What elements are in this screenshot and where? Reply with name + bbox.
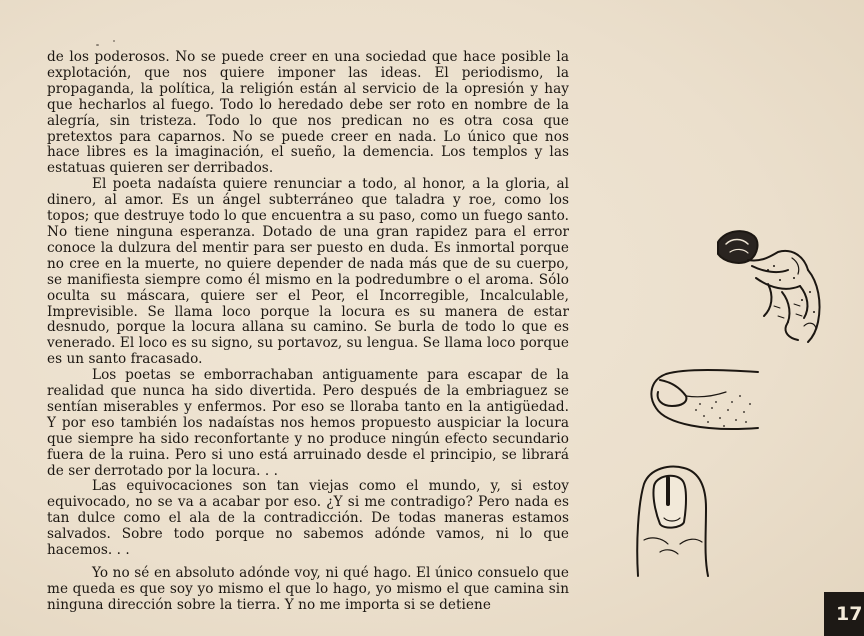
paper-speck — [113, 40, 115, 42]
paragraph-2: El poeta nadaísta quiere renunciar a todo, al honor, a la gloria, al dinero, al amor. Es un ángel subterráneo que taladra y roe, como los topos; que destruye todo lo que encuentra a su paso, como un fuego santo. No tiene ninguna esperanza. Dotado de una gran rapidez para el error conoce la dulzura del mentir para ser puesto en duda. Es inmortal porque no cree en la muerte, no quiere depender de nada más que de su cuerpo, se manifiesta siempre como él mismo en la podredumbre o el aroma. Sólo oculta su máscara, quiere ser el Peor, el Incorregible, Incalculable, Imprevisible. Se llama loco porque la locura es su manera de estar desnudo, porque la locura allana su camino. Se burla de todo lo que es venerado. El loco es su signo, su portavoz, su lengua. Se llama loco porque es un santo fracasado. — [47, 176, 569, 368]
body-text — [47, 50, 569, 614]
paragraph-4: Las equivocaciones son tan viejas como el mundo, y, si estoy equivocado, no se va a acabar por eso. ¿Y si me contradigo? Pero nada es tan dulce como el ala de la contradicción. De todas maneras estamos salvados. Sobre todo porque no sabemos adónde vamos, ni lo que hacemos. . . — [47, 478, 569, 559]
paragraph-5: Yo no sé en absoluto adónde voy, ni qué hago. El único consuelo que me queda es que soy yo mismo el que lo hago, yo mismo el que camina sin ninguna dirección sobre la tierra. Y no me importa si se detiene — [47, 565, 569, 613]
paragraph-1: de los poderosos. No se puede creer en una sociedad que hace posible la explotación, que nos quiere imponer las ideas. El periodismo, la propaganda, la política, la religión están al servicio de la opresión y hay que hecharlos al fuego. Todo lo heredado debe ser roto en nombre de la alegría, sin tristeza. Todo lo que nos predican no es otra cosa que pretextos para caparnos. No se puede creer en nada. Lo único que nos hace libres es la imaginación, el sueño, la demencia. Los templos y las estatuas quieren ser derribados. — [47, 49, 569, 177]
paper-speck — [96, 44, 99, 46]
thumb-with-nail-icon — [634, 464, 714, 578]
paragraph-3: Los poetas se emborrachaban antiguamente para escapar de la realidad que nunca ha sido divertida. Pero después de la embriaguez se sentían miserables y enfermos. Por eso se lloraba tanto en la antigüedad. Y por eso también los nadaístas nos hemos propuesto auspiciar la locura que siempre ha sido reconfortante y no produce ningún efecto secundario fuera de la ruina. Pero si uno está arruinado desde el principio, se librará de ser derrotado por la locura. . . — [47, 367, 569, 479]
hand-holding-nut-icon — [708, 222, 826, 344]
fingertip-icon — [646, 366, 762, 436]
page-number: 17 — [824, 592, 864, 636]
